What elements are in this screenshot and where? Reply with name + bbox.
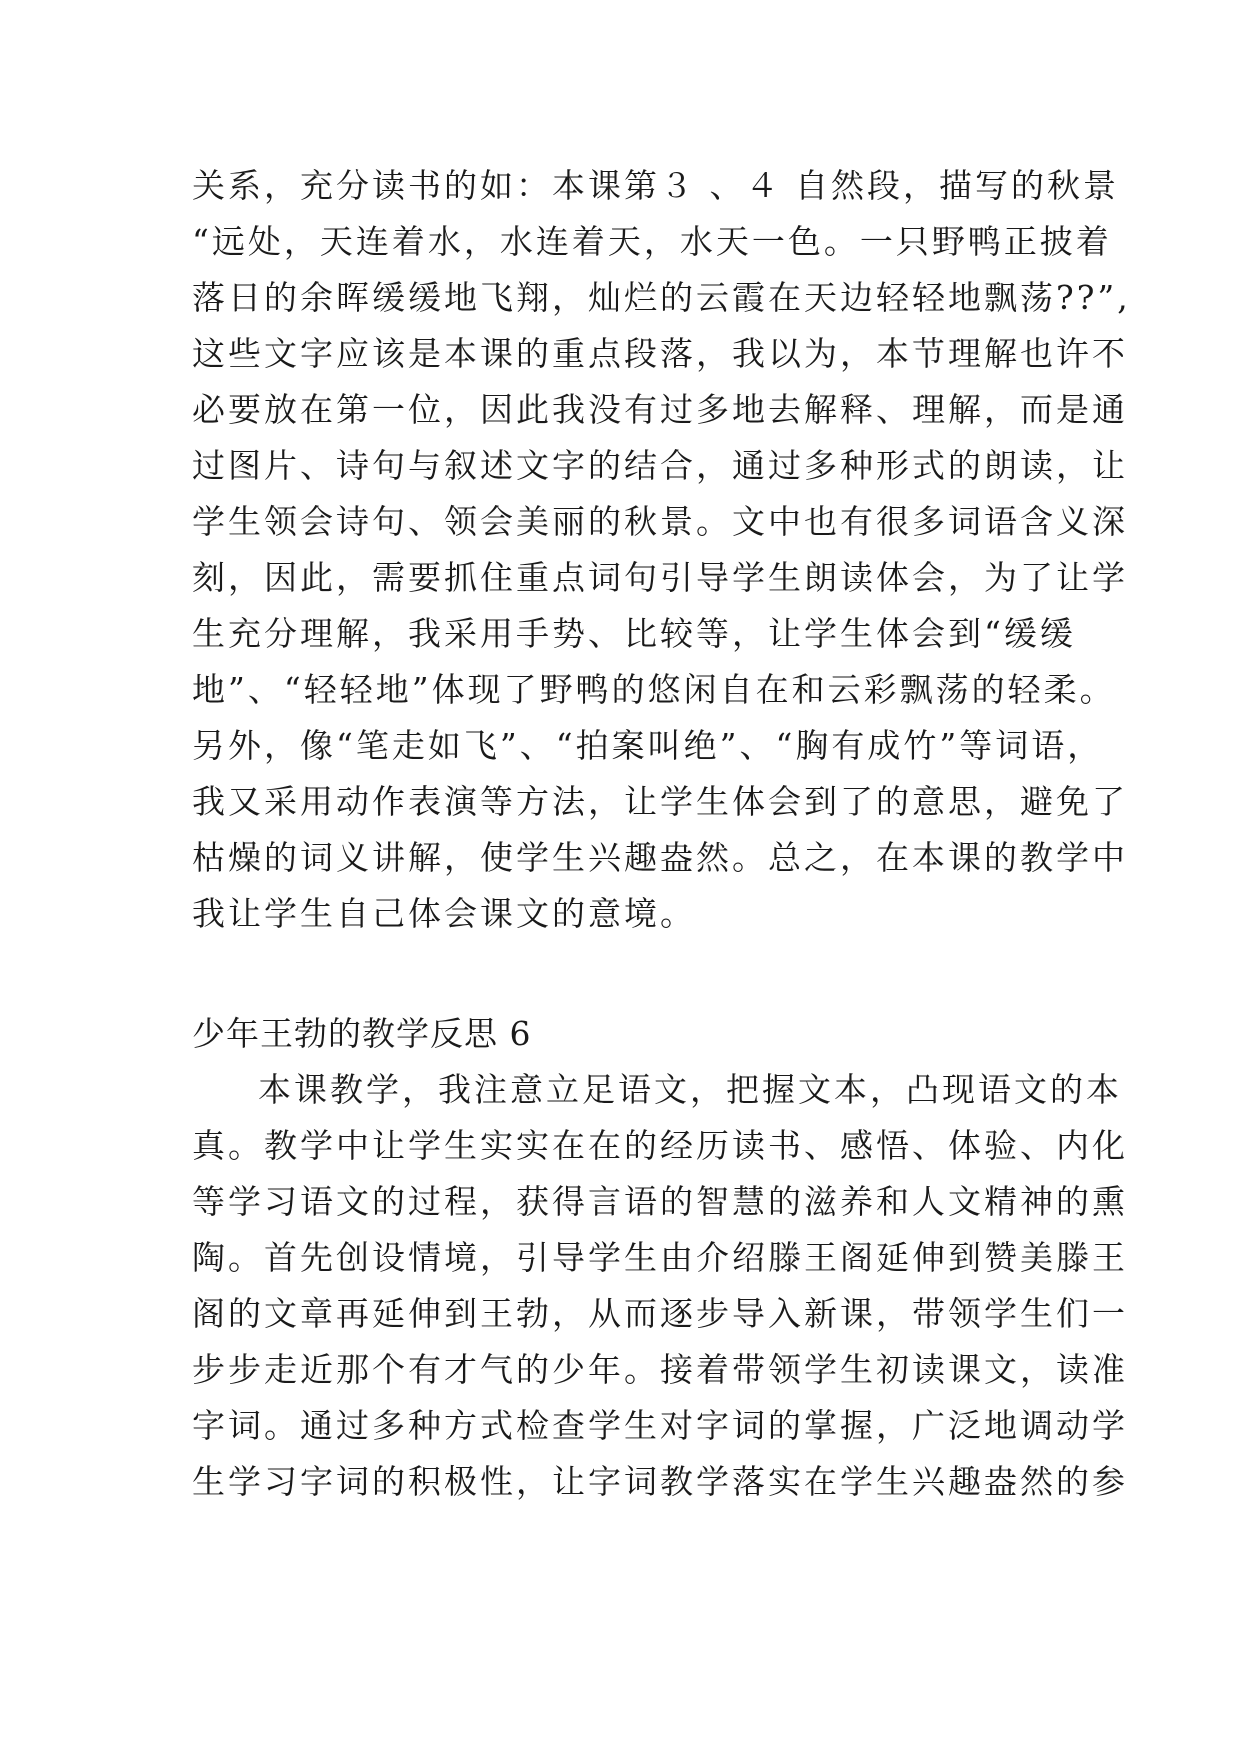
section-title: 少年王勃的教学反思 6 [192,1014,532,1053]
paragraph-line: 地”、“轻轻地”体现了野鸭的悠闲自在和云彩飘荡的轻柔。 [192,670,1116,709]
paragraph-line: 关系，充分读书的如：本课第３ 、４ 自然段，描写的秋景 [192,166,1119,205]
paragraph-line: 步步走近那个有才气的少年。接着带领学生初读课文，读准 [192,1350,1128,1389]
paragraph-line: 生学习字词的积极性，让字词教学落实在学生兴趣盎然的参 [192,1462,1128,1501]
paragraph-line: 必要放在第一位，因此我没有过多地去解释、理解，而是通 [192,390,1128,429]
paragraph-line: 阁的文章再延伸到王勃，从而逐步导入新课，带领学生们一 [192,1294,1128,1333]
paragraph-line: 落日的余晖缓缓地飞翔，灿烂的云霞在天边轻轻地飘荡??”, [192,278,1131,317]
paragraph-line: 过图片、诗句与叙述文字的结合，通过多种形式的朗读，让 [192,446,1128,485]
paragraph-line: 这些文字应该是本课的重点段落，我以为，本节理解也许不 [192,334,1128,373]
paragraph-line: 枯燥的词义讲解，使学生兴趣盎然。总之，在本课的教学中 [192,838,1128,877]
paragraph-line: “远处，天连着水，水连着天，水天一色。一只野鸭正披着 [192,222,1112,261]
paragraph-line: 本课教学，我注意立足语文，把握文本，凸现语文的本 [258,1070,1122,1109]
paragraph-line: 刻，因此，需要抓住重点词句引导学生朗读体会，为了让学 [192,558,1128,597]
paragraph-line: 字词。通过多种方式检查学生对字词的掌握，广泛地调动学 [192,1406,1128,1445]
paragraph-line: 真。教学中让学生实实在在的经历读书、感悟、体验、内化 [192,1126,1128,1165]
paragraph-line: 学生领会诗句、领会美丽的秋景。文中也有很多词语含义深 [192,502,1128,541]
paragraph-line: 另外，像“笔走如飞”、“拍案叫绝”、“胸有成竹”等词语， [192,726,1104,765]
paragraph-line: 我又采用动作表演等方法，让学生体会到了的意思，避免了 [192,782,1128,821]
paragraph-line: 我让学生自己体会课文的意境。 [192,894,696,933]
paragraph-line: 等学习语文的过程，获得言语的智慧的滋养和人文精神的熏 [192,1182,1128,1221]
paragraph-line: 陶。首先创设情境，引导学生由介绍滕王阁延伸到赞美滕王 [192,1238,1128,1277]
paragraph-line: 生充分理解，我采用手势、比较等，让学生体会到“缓缓 [192,614,1076,653]
